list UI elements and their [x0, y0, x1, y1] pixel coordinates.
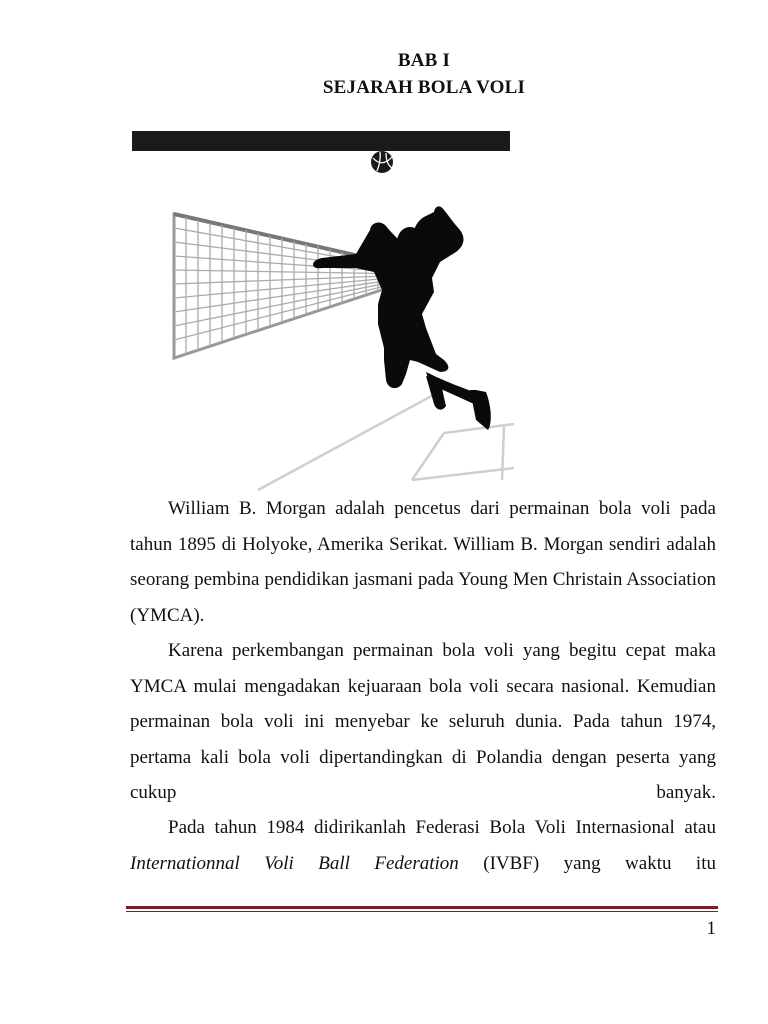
chapter-heading: BAB I [397, 50, 451, 71]
paragraph-1: William B. Morgan adalah pencetus dari permainan bola voli pada tahun 1895 di Holyoke, Amerika Serikat. William B. Morgan sendiri adalah seorang pembina pendidikan jasmani pada Young Men Christain Association (YMCA). [130, 498, 716, 626]
volleyball-illustration [130, 128, 514, 494]
paragraph-3 [130, 810, 716, 881]
volleyball-ball-icon [371, 151, 393, 173]
footer-rule [126, 906, 718, 914]
player-silhouette-icon [313, 206, 491, 430]
paragraph-3-italic-term: Internationnal Voli Ball Federation [130, 852, 459, 874]
chapter-title: SEJARAH BOLA VOLI [322, 77, 526, 98]
paragraph-2: Karena perkembangan permainan bola voli yang begitu cepat maka YMCA mulai mengadakan kejuaraan bola voli secara nasional. Kemudian permainan bola voli ini menyebar ke seluruh dunia. Pada tahun 1974, pertama kali bola voli dipertandingkan di Polandia dengan peserta yang cukup banyak. [130, 640, 716, 803]
paragraph-3-text-end: (IVBF) yang waktu itu [458, 852, 716, 874]
page-number: 1 [706, 918, 716, 939]
paragraph-3-text-start: Pada tahun 1984 didirikanlah Federasi Bola Voli Internasional atau [168, 817, 716, 838]
black-bar [132, 131, 510, 151]
